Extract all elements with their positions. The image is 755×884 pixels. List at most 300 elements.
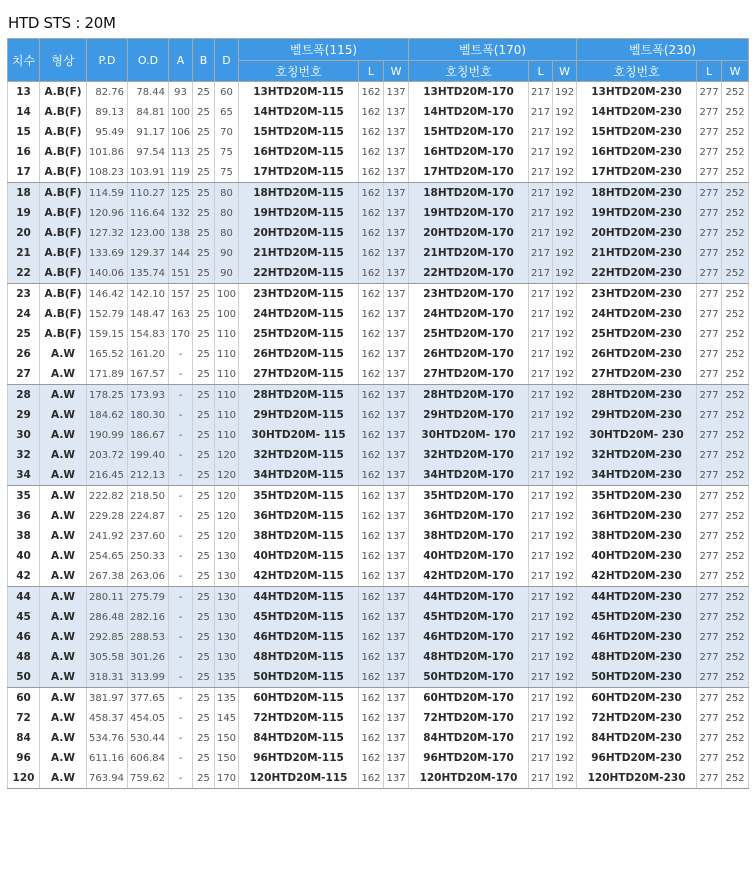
cell-l-230: 277 <box>697 708 722 728</box>
cell-a: 138 <box>169 223 193 243</box>
cell-a: - <box>169 647 193 667</box>
cell-a: 125 <box>169 183 193 204</box>
cell-teeth: 22 <box>8 263 40 284</box>
cell-l-170: 217 <box>529 445 553 465</box>
cell-l-230: 277 <box>697 122 722 142</box>
cell-w-170: 192 <box>553 82 577 103</box>
cell-l-115: 162 <box>359 546 384 566</box>
cell-a: - <box>169 587 193 608</box>
cell-w-230: 252 <box>722 122 749 142</box>
cell-w-115: 137 <box>384 607 409 627</box>
header-belt-width-230: 벨트폭(230) <box>577 39 749 61</box>
cell-code-115: 34HTD20M-115 <box>239 465 359 486</box>
cell-w-230: 252 <box>722 142 749 162</box>
cell-od: 606.84 <box>128 748 169 768</box>
cell-l-115: 162 <box>359 142 384 162</box>
table-row <box>8 82 749 103</box>
table-row <box>8 263 749 284</box>
cell-pd: 381.97 <box>87 688 128 709</box>
cell-b: 25 <box>193 183 215 204</box>
cell-code-170: 44HTD20M-170 <box>409 587 529 608</box>
cell-teeth: 34 <box>8 465 40 486</box>
cell-l-115: 162 <box>359 203 384 223</box>
cell-od: 123.00 <box>128 223 169 243</box>
cell-w-230: 252 <box>722 486 749 507</box>
cell-code-115: 21HTD20M-115 <box>239 243 359 263</box>
table-header <box>8 39 749 82</box>
cell-code-170: 42HTD20M-170 <box>409 566 529 587</box>
cell-d: 90 <box>215 243 239 263</box>
cell-d: 75 <box>215 162 239 183</box>
cell-teeth: 19 <box>8 203 40 223</box>
cell-l-230: 277 <box>697 385 722 406</box>
cell-b: 25 <box>193 405 215 425</box>
cell-l-170: 217 <box>529 102 553 122</box>
cell-code-230: 15HTD20M-230 <box>577 122 697 142</box>
cell-code-115: 38HTD20M-115 <box>239 526 359 546</box>
cell-l-230: 277 <box>697 162 722 183</box>
header-l-230: L <box>697 61 722 82</box>
cell-l-170: 217 <box>529 122 553 142</box>
cell-b: 25 <box>193 486 215 507</box>
cell-b: 25 <box>193 627 215 647</box>
cell-l-115: 162 <box>359 587 384 608</box>
cell-teeth: 17 <box>8 162 40 183</box>
cell-l-115: 162 <box>359 223 384 243</box>
cell-pd: 184.62 <box>87 405 128 425</box>
cell-l-230: 277 <box>697 263 722 284</box>
cell-code-230: 44HTD20M-230 <box>577 587 697 608</box>
cell-teeth: 18 <box>8 183 40 204</box>
cell-w-170: 192 <box>553 607 577 627</box>
cell-shape: A.B(F) <box>40 203 87 223</box>
cell-pd: 222.82 <box>87 486 128 507</box>
cell-b: 25 <box>193 425 215 445</box>
cell-w-230: 252 <box>722 768 749 789</box>
cell-a: 106 <box>169 122 193 142</box>
cell-b: 25 <box>193 304 215 324</box>
cell-code-115: 26HTD20M-115 <box>239 344 359 364</box>
cell-shape: A.B(F) <box>40 142 87 162</box>
cell-l-170: 217 <box>529 748 553 768</box>
cell-teeth: 28 <box>8 385 40 406</box>
cell-l-230: 277 <box>697 688 722 709</box>
cell-code-230: 17HTD20M-230 <box>577 162 697 183</box>
cell-l-170: 217 <box>529 627 553 647</box>
cell-code-170: 25HTD20M-170 <box>409 324 529 344</box>
table-row <box>8 223 749 243</box>
cell-l-230: 277 <box>697 486 722 507</box>
cell-d: 80 <box>215 183 239 204</box>
cell-w-230: 252 <box>722 526 749 546</box>
cell-code-170: 35HTD20M-170 <box>409 486 529 507</box>
cell-shape: A.W <box>40 667 87 688</box>
cell-w-115: 137 <box>384 587 409 608</box>
cell-pd: 190.99 <box>87 425 128 445</box>
cell-l-170: 217 <box>529 364 553 385</box>
cell-code-230: 22HTD20M-230 <box>577 263 697 284</box>
cell-code-230: 23HTD20M-230 <box>577 284 697 305</box>
cell-a: - <box>169 364 193 385</box>
cell-pd: 611.16 <box>87 748 128 768</box>
cell-l-230: 277 <box>697 647 722 667</box>
table-row <box>8 425 749 445</box>
cell-pd: 108.23 <box>87 162 128 183</box>
cell-code-230: 35HTD20M-230 <box>577 486 697 507</box>
table-row <box>8 526 749 546</box>
cell-b: 25 <box>193 385 215 406</box>
cell-w-170: 192 <box>553 263 577 284</box>
cell-d: 90 <box>215 263 239 284</box>
cell-shape: A.B(F) <box>40 102 87 122</box>
cell-code-115: 14HTD20M-115 <box>239 102 359 122</box>
cell-w-170: 192 <box>553 405 577 425</box>
cell-l-230: 277 <box>697 304 722 324</box>
cell-w-115: 137 <box>384 647 409 667</box>
cell-a: - <box>169 385 193 406</box>
cell-l-170: 217 <box>529 506 553 526</box>
cell-l-170: 217 <box>529 162 553 183</box>
cell-l-230: 277 <box>697 203 722 223</box>
cell-a: 170 <box>169 324 193 344</box>
cell-d: 120 <box>215 506 239 526</box>
cell-code-115: 22HTD20M-115 <box>239 263 359 284</box>
cell-teeth: 96 <box>8 748 40 768</box>
cell-d: 135 <box>215 688 239 709</box>
cell-w-115: 137 <box>384 263 409 284</box>
cell-l-230: 277 <box>697 425 722 445</box>
table-row <box>8 385 749 406</box>
cell-w-170: 192 <box>553 203 577 223</box>
cell-l-170: 217 <box>529 183 553 204</box>
cell-code-115: 13HTD20M-115 <box>239 82 359 103</box>
cell-code-230: 18HTD20M-230 <box>577 183 697 204</box>
cell-code-170: 60HTD20M-170 <box>409 688 529 709</box>
cell-pd: 763.94 <box>87 768 128 789</box>
cell-od: 759.62 <box>128 768 169 789</box>
cell-l-230: 277 <box>697 728 722 748</box>
cell-a: 151 <box>169 263 193 284</box>
cell-code-230: 40HTD20M-230 <box>577 546 697 566</box>
cell-l-115: 162 <box>359 728 384 748</box>
cell-w-115: 137 <box>384 506 409 526</box>
cell-od: 301.26 <box>128 647 169 667</box>
cell-code-230: 28HTD20M-230 <box>577 385 697 406</box>
cell-w-115: 137 <box>384 768 409 789</box>
cell-l-230: 277 <box>697 284 722 305</box>
cell-od: 212.13 <box>128 465 169 486</box>
spec-table <box>7 38 749 789</box>
cell-od: 530.44 <box>128 728 169 748</box>
cell-w-170: 192 <box>553 162 577 183</box>
cell-shape: A.B(F) <box>40 122 87 142</box>
cell-shape: A.W <box>40 465 87 486</box>
cell-od: 377.65 <box>128 688 169 709</box>
cell-w-230: 252 <box>722 344 749 364</box>
cell-shape: A.B(F) <box>40 304 87 324</box>
cell-a: - <box>169 506 193 526</box>
cell-l-115: 162 <box>359 425 384 445</box>
cell-code-230: 34HTD20M-230 <box>577 465 697 486</box>
cell-l-170: 217 <box>529 82 553 103</box>
header-code-230: 호칭번호 <box>577 61 697 82</box>
cell-l-115: 162 <box>359 667 384 688</box>
cell-code-230: 27HTD20M-230 <box>577 364 697 385</box>
cell-b: 25 <box>193 162 215 183</box>
cell-l-170: 217 <box>529 728 553 748</box>
cell-pd: 140.06 <box>87 263 128 284</box>
cell-shape: A.W <box>40 607 87 627</box>
cell-w-115: 137 <box>384 748 409 768</box>
cell-l-170: 217 <box>529 385 553 406</box>
cell-l-230: 277 <box>697 526 722 546</box>
cell-b: 25 <box>193 566 215 587</box>
cell-od: 186.67 <box>128 425 169 445</box>
cell-code-115: 60HTD20M-115 <box>239 688 359 709</box>
cell-l-115: 162 <box>359 344 384 364</box>
cell-od: 110.27 <box>128 183 169 204</box>
cell-w-115: 137 <box>384 445 409 465</box>
cell-pd: 95.49 <box>87 122 128 142</box>
cell-d: 150 <box>215 728 239 748</box>
cell-code-230: 21HTD20M-230 <box>577 243 697 263</box>
cell-w-170: 192 <box>553 667 577 688</box>
cell-w-115: 137 <box>384 142 409 162</box>
cell-w-230: 252 <box>722 385 749 406</box>
table-row <box>8 364 749 385</box>
cell-teeth: 40 <box>8 546 40 566</box>
cell-code-170: 19HTD20M-170 <box>409 203 529 223</box>
cell-teeth: 72 <box>8 708 40 728</box>
cell-b: 25 <box>193 364 215 385</box>
cell-b: 25 <box>193 546 215 566</box>
cell-shape: A.B(F) <box>40 162 87 183</box>
cell-pd: 133.69 <box>87 243 128 263</box>
table-row <box>8 748 749 768</box>
header-a: A <box>169 39 193 82</box>
cell-od: 275.79 <box>128 587 169 608</box>
cell-code-230: 38HTD20M-230 <box>577 526 697 546</box>
cell-d: 110 <box>215 385 239 406</box>
cell-w-115: 137 <box>384 304 409 324</box>
cell-w-115: 137 <box>384 526 409 546</box>
table-row <box>8 183 749 204</box>
cell-code-230: 19HTD20M-230 <box>577 203 697 223</box>
header-belt-width-170: 벨트폭(170) <box>409 39 577 61</box>
cell-w-170: 192 <box>553 243 577 263</box>
cell-w-230: 252 <box>722 546 749 566</box>
cell-b: 25 <box>193 506 215 526</box>
cell-l-230: 277 <box>697 405 722 425</box>
cell-code-170: 84HTD20M-170 <box>409 728 529 748</box>
table-row <box>8 647 749 667</box>
cell-b: 25 <box>193 708 215 728</box>
cell-w-230: 252 <box>722 102 749 122</box>
cell-l-115: 162 <box>359 607 384 627</box>
cell-w-115: 137 <box>384 324 409 344</box>
cell-code-170: 29HTD20M-170 <box>409 405 529 425</box>
cell-code-170: 46HTD20M-170 <box>409 627 529 647</box>
cell-code-170: 45HTD20M-170 <box>409 607 529 627</box>
cell-shape: A.W <box>40 768 87 789</box>
cell-code-170: 50HTD20M-170 <box>409 667 529 688</box>
cell-shape: A.B(F) <box>40 324 87 344</box>
cell-w-115: 137 <box>384 566 409 587</box>
cell-pd: 286.48 <box>87 607 128 627</box>
cell-l-230: 277 <box>697 183 722 204</box>
cell-d: 80 <box>215 203 239 223</box>
cell-shape: A.W <box>40 425 87 445</box>
cell-d: 120 <box>215 526 239 546</box>
cell-code-170: 32HTD20M-170 <box>409 445 529 465</box>
cell-code-115: 20HTD20M-115 <box>239 223 359 243</box>
cell-a: - <box>169 728 193 748</box>
header-code-115: 호칭번호 <box>239 61 359 82</box>
cell-pd: 114.59 <box>87 183 128 204</box>
cell-w-230: 252 <box>722 223 749 243</box>
table-row <box>8 122 749 142</box>
cell-code-230: 48HTD20M-230 <box>577 647 697 667</box>
cell-d: 170 <box>215 768 239 789</box>
cell-w-115: 137 <box>384 102 409 122</box>
cell-d: 150 <box>215 748 239 768</box>
cell-code-230: 24HTD20M-230 <box>577 304 697 324</box>
cell-a: 157 <box>169 284 193 305</box>
cell-w-170: 192 <box>553 284 577 305</box>
cell-w-170: 192 <box>553 344 577 364</box>
cell-d: 100 <box>215 304 239 324</box>
header-l-170: L <box>529 61 553 82</box>
cell-pd: 241.92 <box>87 526 128 546</box>
cell-code-170: 28HTD20M-170 <box>409 385 529 406</box>
cell-od: 167.57 <box>128 364 169 385</box>
cell-b: 25 <box>193 344 215 364</box>
cell-od: 288.53 <box>128 627 169 647</box>
cell-w-115: 137 <box>384 667 409 688</box>
cell-code-230: 84HTD20M-230 <box>577 728 697 748</box>
cell-code-115: 48HTD20M-115 <box>239 647 359 667</box>
cell-code-170: 40HTD20M-170 <box>409 546 529 566</box>
cell-code-115: 40HTD20M-115 <box>239 546 359 566</box>
cell-l-230: 277 <box>697 465 722 486</box>
cell-teeth: 26 <box>8 344 40 364</box>
cell-d: 75 <box>215 142 239 162</box>
cell-w-170: 192 <box>553 465 577 486</box>
cell-teeth: 84 <box>8 728 40 748</box>
cell-w-230: 252 <box>722 364 749 385</box>
cell-teeth: 60 <box>8 688 40 709</box>
cell-a: - <box>169 486 193 507</box>
cell-code-230: 42HTD20M-230 <box>577 566 697 587</box>
cell-l-170: 217 <box>529 142 553 162</box>
cell-l-230: 277 <box>697 445 722 465</box>
cell-code-115: 46HTD20M-115 <box>239 627 359 647</box>
cell-pd: 178.25 <box>87 385 128 406</box>
cell-l-170: 217 <box>529 587 553 608</box>
cell-w-230: 252 <box>722 284 749 305</box>
cell-w-230: 252 <box>722 304 749 324</box>
cell-b: 25 <box>193 142 215 162</box>
cell-l-230: 277 <box>697 344 722 364</box>
cell-code-115: 24HTD20M-115 <box>239 304 359 324</box>
cell-l-230: 277 <box>697 768 722 789</box>
cell-a: - <box>169 566 193 587</box>
cell-pd: 171.89 <box>87 364 128 385</box>
cell-code-230: 50HTD20M-230 <box>577 667 697 688</box>
cell-w-230: 252 <box>722 183 749 204</box>
cell-w-230: 252 <box>722 587 749 608</box>
cell-code-115: 19HTD20M-115 <box>239 203 359 223</box>
cell-code-230: 25HTD20M-230 <box>577 324 697 344</box>
cell-w-230: 252 <box>722 728 749 748</box>
cell-l-230: 277 <box>697 82 722 103</box>
cell-l-230: 277 <box>697 364 722 385</box>
cell-od: 154.83 <box>128 324 169 344</box>
cell-w-115: 137 <box>384 364 409 385</box>
cell-code-115: 35HTD20M-115 <box>239 486 359 507</box>
header-w-115: W <box>384 61 409 82</box>
cell-code-230: 96HTD20M-230 <box>577 748 697 768</box>
cell-w-230: 252 <box>722 405 749 425</box>
cell-b: 25 <box>193 688 215 709</box>
cell-w-115: 137 <box>384 344 409 364</box>
cell-b: 25 <box>193 324 215 344</box>
cell-b: 25 <box>193 587 215 608</box>
cell-w-170: 192 <box>553 122 577 142</box>
cell-shape: A.B(F) <box>40 284 87 305</box>
table-row <box>8 284 749 305</box>
cell-l-230: 277 <box>697 566 722 587</box>
cell-w-115: 137 <box>384 425 409 445</box>
cell-l-170: 217 <box>529 405 553 425</box>
cell-pd: 458.37 <box>87 708 128 728</box>
cell-d: 130 <box>215 647 239 667</box>
cell-w-230: 252 <box>722 647 749 667</box>
cell-od: 78.44 <box>128 82 169 103</box>
cell-code-115: 29HTD20M-115 <box>239 405 359 425</box>
cell-a: 100 <box>169 102 193 122</box>
cell-l-170: 217 <box>529 263 553 284</box>
table-row <box>8 587 749 608</box>
cell-w-170: 192 <box>553 445 577 465</box>
cell-l-115: 162 <box>359 82 384 103</box>
cell-l-115: 162 <box>359 405 384 425</box>
cell-code-115: 45HTD20M-115 <box>239 607 359 627</box>
cell-b: 25 <box>193 465 215 486</box>
cell-b: 25 <box>193 667 215 688</box>
header-pd: P.D <box>87 39 128 82</box>
cell-l-170: 217 <box>529 223 553 243</box>
cell-l-230: 277 <box>697 324 722 344</box>
cell-shape: A.W <box>40 445 87 465</box>
cell-teeth: 48 <box>8 647 40 667</box>
header-teeth: 치수 <box>8 39 40 82</box>
cell-teeth: 24 <box>8 304 40 324</box>
cell-w-170: 192 <box>553 587 577 608</box>
cell-d: 130 <box>215 627 239 647</box>
cell-w-115: 137 <box>384 546 409 566</box>
cell-code-170: 13HTD20M-170 <box>409 82 529 103</box>
cell-d: 135 <box>215 667 239 688</box>
cell-w-115: 137 <box>384 284 409 305</box>
cell-shape: A.W <box>40 688 87 709</box>
cell-code-170: 20HTD20M-170 <box>409 223 529 243</box>
cell-code-230: 36HTD20M-230 <box>577 506 697 526</box>
cell-b: 25 <box>193 445 215 465</box>
cell-pd: 146.42 <box>87 284 128 305</box>
cell-w-115: 137 <box>384 688 409 709</box>
cell-b: 25 <box>193 284 215 305</box>
